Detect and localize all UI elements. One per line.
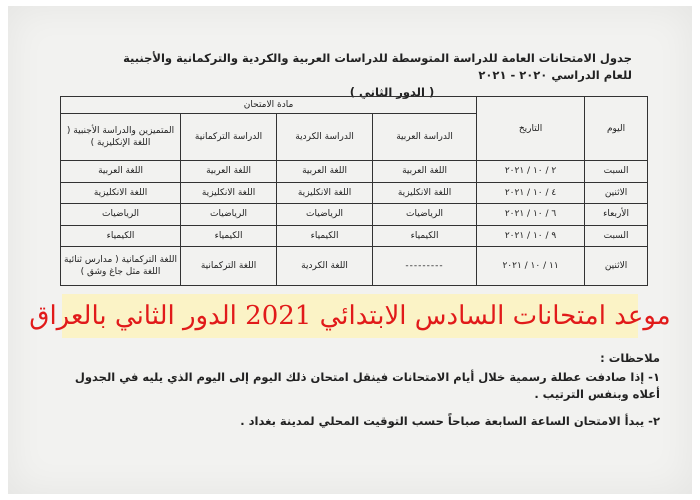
notes-heading: ملاحظات : bbox=[600, 351, 660, 365]
subheader-arabic: الدراسة العربية bbox=[373, 114, 477, 161]
cell-turkmen: اللغة العربية bbox=[181, 161, 277, 183]
cell-day: السبت bbox=[585, 225, 648, 247]
table-row bbox=[61, 161, 648, 183]
cell-kurdish: اللغة العربية bbox=[277, 161, 373, 183]
note-item: ٢- يبدأ الامتحان الساعة السابعة صباحاً حسب التوقيت المحلي لمدينة بغداد . bbox=[240, 414, 660, 428]
cell-foreign: الكيمياء bbox=[61, 225, 181, 247]
header-day: اليوم bbox=[585, 97, 648, 161]
cell-date: ١١ / ١٠ / ٢٠٢١ bbox=[477, 247, 585, 286]
subheader-kurdish: الدراسة الكردية bbox=[277, 114, 373, 161]
cell-turkmen: اللغة الانكليزية bbox=[181, 182, 277, 204]
cell-turkmen: اللغة التركمانية bbox=[181, 247, 277, 286]
headline-banner bbox=[29, 294, 671, 338]
cell-day: الاثنين bbox=[585, 182, 648, 204]
cell-day: السبت bbox=[585, 161, 648, 183]
title-line-3: ( الدور الثاني ) bbox=[349, 85, 435, 99]
cell-date: ٩ / ١٠ / ٢٠٢١ bbox=[477, 225, 585, 247]
title-line-1: جدول الامتحانات العامة للدراسة المتوسطة للدراسات العربية والكردية والتركمانية والأجنبية bbox=[123, 51, 632, 65]
document-title bbox=[32, 50, 632, 101]
table-row bbox=[61, 225, 648, 247]
cell-kurdish: اللغة الانكليزية bbox=[277, 182, 373, 204]
cell-turkmen: الرياضيات bbox=[181, 204, 277, 226]
subheader-turkmen: الدراسة التركمانية bbox=[181, 114, 277, 161]
cell-arabic: اللغة العربية bbox=[373, 161, 477, 183]
headline-text: موعد امتحانات السادس الابتدائي 2021 الدور الثاني بالعراق bbox=[29, 301, 671, 331]
cell-foreign: اللغة التركمانية ( مدارس ثنائية اللغة مثل جاغ وشق ) bbox=[61, 247, 181, 286]
cell-foreign: اللغة الانكليزية bbox=[61, 182, 181, 204]
table-row bbox=[61, 182, 648, 204]
cell-foreign: اللغة العربية bbox=[61, 161, 181, 183]
cell-date: ٢ / ١٠ / ٢٠٢١ bbox=[477, 161, 585, 183]
cell-kurdish: اللغة الكردية bbox=[277, 247, 373, 286]
cell-foreign: الرياضيات bbox=[61, 204, 181, 226]
cell-arabic: --------- bbox=[373, 247, 477, 286]
cell-arabic: الكيمياء bbox=[373, 225, 477, 247]
header-subject: مادة الامتحان bbox=[61, 97, 477, 114]
cell-kurdish: الكيمياء bbox=[277, 225, 373, 247]
table-header-row bbox=[61, 97, 648, 114]
cell-date: ٤ / ١٠ / ٢٠٢١ bbox=[477, 182, 585, 204]
notes-section bbox=[50, 350, 660, 430]
cell-arabic: الرياضيات bbox=[373, 204, 477, 226]
header-date: التاريخ bbox=[477, 97, 585, 161]
academic-year: للعام الدراسي ٢٠٢٠ - ٢٠٢١ bbox=[478, 68, 632, 82]
cell-turkmen: الكيمياء bbox=[181, 225, 277, 247]
cell-day: الاثنين bbox=[585, 247, 648, 286]
note-item: ١- إذا صادفت عطلة رسمية خلال أيام الامتحانات فينقل امتحان ذلك اليوم إلى اليوم الذي يليه في الجدول أعلاه وبنفس الترتيب . bbox=[74, 370, 660, 401]
table-row bbox=[61, 247, 648, 286]
cell-kurdish: الرياضيات bbox=[277, 204, 373, 226]
cell-date: ٦ / ١٠ / ٢٠٢١ bbox=[477, 204, 585, 226]
table-row bbox=[61, 204, 648, 226]
subheader-foreign: المتميزين والدراسة الأجنبية ( اللغة الإنكليزية ) bbox=[61, 114, 181, 161]
exam-schedule-table bbox=[60, 96, 648, 286]
cell-arabic: اللغة الانكليزية bbox=[373, 182, 477, 204]
cell-day: الأربعاء bbox=[585, 204, 648, 226]
title-line-2 bbox=[32, 67, 632, 84]
